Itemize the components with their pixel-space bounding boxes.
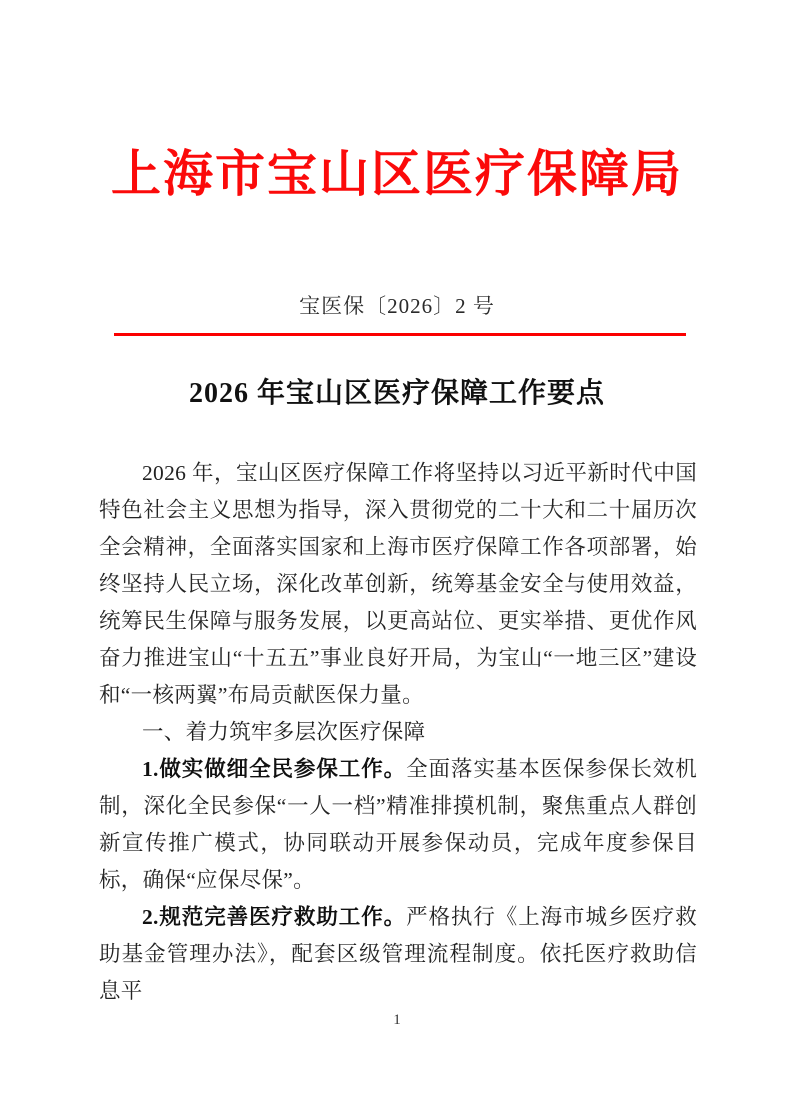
section-heading-1: 一、着力筑牢多层次医疗保障 [142,720,426,745]
document-body [99,455,697,1010]
list-item-1-text: 全面落实基本医保参保长效机制，深化全民参保“一人一档”精准排摸机制，聚焦重点人群创新宣传推广模式，协同联动开展参保动员，完成年度参保目标，确保“应保尽保”。 [99,757,697,892]
masthead [0,143,794,205]
list-item-1-lead: 1.做实做细全民参保工作。 [142,757,407,781]
red-separator-rule [114,333,686,336]
page-title-text: 2026 年宝山区医疗保障工作要点 [188,378,605,409]
issuing-organization-title: 上海市宝山区医疗保障局 [111,146,683,202]
document-number-text: 宝医保〔2026〕2 号 [299,294,495,318]
list-item-2 [99,899,697,1010]
page-number: 1 [393,1012,401,1028]
page-title [0,374,794,414]
list-item-2-text: 严格执行《上海市城乡医疗救助基金管理办法》，配套区级管理流程制度。依托医疗救助信息平 [99,905,697,1003]
list-item-1 [99,751,697,899]
paragraph-intro: 2026 年，宝山区医疗保障工作将坚持以习近平新时代中国特色社会主义思想为指导，深入贯彻党的二十大和二十届历次全会精神，全面落实国家和上海市医疗保障工作各项部署，始终坚持人民立场，深化改革创新，统筹基金安全与使用效益，统筹民生保障与服务发展，以更高站位、更实举措、更优作风奋力推进宝山“十五五”事业良好开局，为宝山“一地三区”建设和“一核两翼”布局贡献医保力量。 [99,461,697,707]
document-number [0,291,794,321]
list-item-2-lead: 2.规范完善医疗救助工作。 [142,905,407,929]
